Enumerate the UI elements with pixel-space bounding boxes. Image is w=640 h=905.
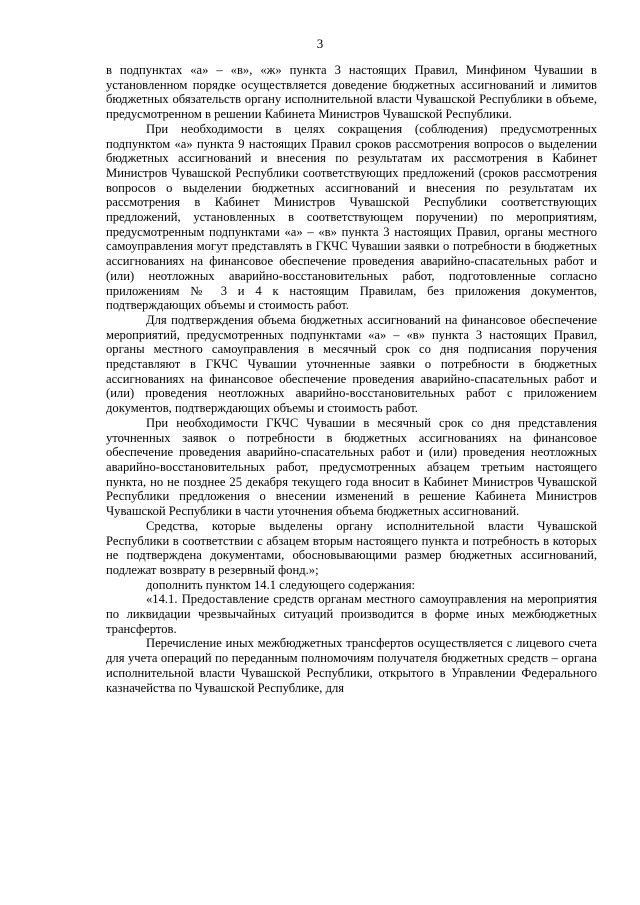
paragraph-transfers: Перечисление иных межбюджетных трансфертов осуществляется с лицевого счета для учета операций по переданным полномочиям получателя бюджетных средств – органа исполнительной власти Чувашской Республики, открытого в Управлении Федерального казначейства по Чувашской Республике, для [106, 636, 597, 695]
paragraph-volume-confirmation: Для подтверждения объема бюджетных ассигнований на финансовое обеспечение мероприятий, предусмотренных подпунктами «а» – «в» пункта 3 настоящих Правил, органы местного самоуправления в месячный срок со дня подписания поручения представляют в ГКЧС Чувашии уточненные заявки о потребности в бюджетных ассигнованиях на финансовое обеспечение проведения аварийно-спасательных работ и (или) проведения неотложных аварийно-восстановительных работ с приложением документов, подтверждающих объемы и стоимость работ. [106, 312, 597, 416]
document-body [106, 63, 597, 695]
page-number: 3 [316, 36, 324, 51]
paragraph-gkchs-proposals: При необходимости ГКЧС Чувашии в месячный срок со дня представления уточненных заявок о потребности в бюджетных ассигнованиях на финансовое обеспечение проведения аварийно-спасательных работ и (или) проведения неотложных аварийно-восстановительных работ, предусмотренных абзацем третьим настоящего пункта, но не позднее 25 декабря текущего года вносит в Кабинет Министров Чувашской Республики предложения о внесении изменений в решение Кабинета Министров Чувашской Республики в части уточнения объема бюджетных ассигнований. [106, 415, 597, 519]
paragraph-amendment-intro: дополнить пунктом 14.1 следующего содержания: [146, 577, 416, 592]
paragraph-deadline-reduction: При необходимости в целях сокращения (соблюдения) предусмотренных подпунктом «а» пункта 9 настоящих Правил сроков рассмотрения вопросов о выделении бюджетных ассигнований и внесения по результатам их рассмотрения в Кабинет Министров Чувашской Республики соответствующих предложений (сроков рассмотрения вопросов о выделении бюджетных ассигнований и внесения по результатам их рассмотрения в Кабинет Министров Чувашской Республики соответствующих предложений, установленных в соответствующем поручении) по мероприятиям, предусмотренным подпунктами «а» – «в» пункта 3 настоящих Правил, органы местного самоуправления могут представлять в ГКЧС Чувашии заявки о потребности в бюджетных ассигнованиях на финансовое обеспечение проведения аварийно-спасательных работ и (или) неотложных аварийно-восстановительных работ, подготовленные согласно приложениям № 3 и 4 к настоящим Правилам, без приложения документов, подтверждающих объемы и стоимость работ. [106, 121, 597, 313]
paragraph-funds-return: Средства, которые выделены органу исполнительной власти Чувашской Республики в соответствии с абзацем вторым настоящего пункта и потребность в которых не подтверждена документами, обосновывающими размер бюджетных ассигнований, подлежат возврату в резервный фонд.»; [106, 518, 597, 577]
paragraph-point-14-1: «14.1. Предоставление средств органам местного самоуправления на мероприятия по ликвидации чрезвычайных ситуаций производится в форме иных межбюджетных трансфертов. [106, 592, 597, 636]
paragraph-continuation: в подпунктах «а» – «в», «ж» пункта 3 настоящих Правил, Минфином Чувашии в установленном порядке осуществляется доведение бюджетных ассигнований и лимитов бюджетных обязательств органу исполнительной власти Чувашской Республики в объеме, предусмотренном в решении Кабинета Министров Чувашской Республики. [106, 63, 597, 122]
